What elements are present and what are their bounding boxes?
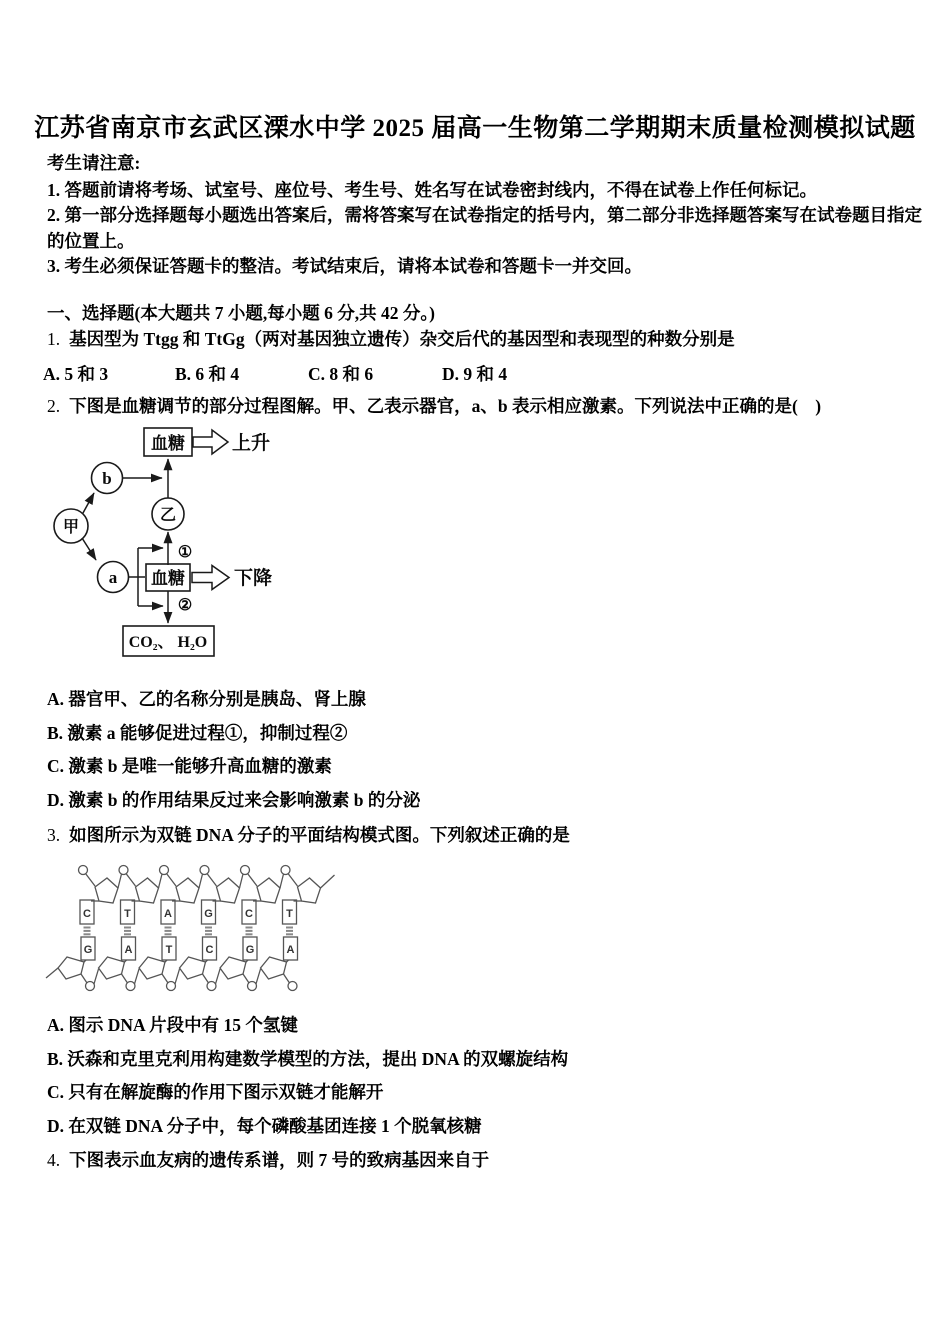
notice-item: 2. 第一部分选择题每小题选出答案后，需将答案写在试卷指定的括号内，第二部分非选择题答案写在试卷题目指定的位置上。 — [47, 205, 922, 251]
rise-label: 上升 — [232, 433, 271, 454]
rise-hollow-arrow-icon — [193, 430, 228, 454]
option-item: D. 激素 b 的作用结果反过来会影响激素 b 的分泌 — [47, 790, 421, 810]
question-2 — [47, 393, 821, 418]
question-number: 2. — [47, 396, 61, 416]
question-3 — [47, 822, 570, 847]
option-item: B. 沃森和克里克利用构建数学模型的方法，提出 DNA 的双螺旋结构 — [47, 1049, 569, 1069]
dna-structure-figure — [42, 857, 342, 1007]
question-text: 如图所示为双链 DNA 分子的平面结构模式图。下列叙述正确的是 — [69, 825, 570, 845]
notice-heading: 考生请注意: — [47, 153, 141, 173]
hormone-a-label: a — [108, 568, 118, 587]
option-item: D. 9 和 4 — [442, 364, 508, 384]
svg-text:A: A — [124, 944, 133, 956]
svg-text:G: G — [83, 944, 93, 956]
option-item: B. 6 和 4 — [175, 364, 240, 384]
question-text: 基因型为 Ttgg 和 TtGg（两对基因独立遗传）杂交后代的基因型和表现型的种数分别是 — [69, 329, 735, 349]
organ-jia-label: 甲 — [62, 519, 80, 536]
option-item: C. 8 和 6 — [308, 364, 374, 384]
question-1 — [47, 326, 735, 351]
question-text: 下图表示血友病的遗传系谱，则 7 号的致病基因来自于 — [69, 1150, 490, 1170]
option-item: B. 激素 a 能够促进过程①，抑制过程② — [47, 723, 348, 743]
svg-text:C: C — [245, 908, 253, 920]
question-number: 3. — [47, 825, 61, 845]
svg-text:C: C — [83, 908, 91, 920]
svg-text:T: T — [286, 908, 293, 920]
fall-hollow-arrow-icon — [192, 566, 229, 590]
option-item: C. 激素 b 是唯一能够升高血糖的激素 — [47, 756, 332, 776]
question-text: 下图是血糖调节的部分过程图解。甲、乙表示器官，a、b 表示相应激素。下列说法中正确的是( ) — [69, 396, 822, 416]
option-item: A. 5 和 3 — [43, 364, 109, 384]
option-item: D. 在双链 DNA 分子中，每个磷酸基团连接 1 个脱氧核糖 — [47, 1116, 482, 1136]
paper-title: 江苏省南京市玄武区溧水中学 2025 届高一生物第二学期期末质量检测模拟试题 — [34, 115, 916, 142]
svg-text:T: T — [165, 944, 173, 956]
section-heading: 一、选择题(本大题共 7 小题,每小题 6 分,共 42 分。) — [47, 303, 435, 323]
option-item: A. 器官甲、乙的名称分别是胰岛、肾上腺 — [47, 689, 366, 709]
organ-yi-label: 乙 — [159, 507, 177, 524]
notice-item: 3. 考生必须保证答题卡的整洁。考试结束后，请将本试卷和答题卡一并交回。 — [47, 256, 642, 276]
svg-text:T: T — [124, 908, 131, 920]
process-1-label: ① — [177, 544, 193, 561]
svg-text:A: A — [164, 908, 172, 920]
svg-text:G: G — [204, 908, 213, 920]
question-number: 1. — [47, 329, 61, 349]
process-2-label: ② — [177, 597, 193, 614]
top-bloodsugar-label: 血糖 — [151, 434, 185, 453]
fall-label: 下降 — [234, 568, 273, 589]
question-4 — [47, 1147, 489, 1172]
question-number: 4. — [47, 1150, 61, 1170]
svg-text:A: A — [286, 944, 295, 956]
option-item: C. 只有在解旋酶的作用下图示双链才能解开 — [47, 1082, 384, 1102]
co2-h2o-label: CO₂、 H₂O — [128, 634, 208, 651]
hormone-b-label: b — [102, 469, 112, 488]
blood-sugar-figure — [40, 426, 460, 668]
svg-text:C: C — [205, 944, 214, 956]
svg-text:G: G — [245, 944, 255, 956]
notice-item: 1. 答题前请将考场、试室号、座位号、考生号、姓名写在试卷密封线内，不得在试卷上作任何标记。 — [47, 180, 817, 200]
bottom-bloodsugar-label: 血糖 — [151, 569, 185, 588]
option-item: A. 图示 DNA 片段中有 15 个氢键 — [47, 1015, 298, 1035]
